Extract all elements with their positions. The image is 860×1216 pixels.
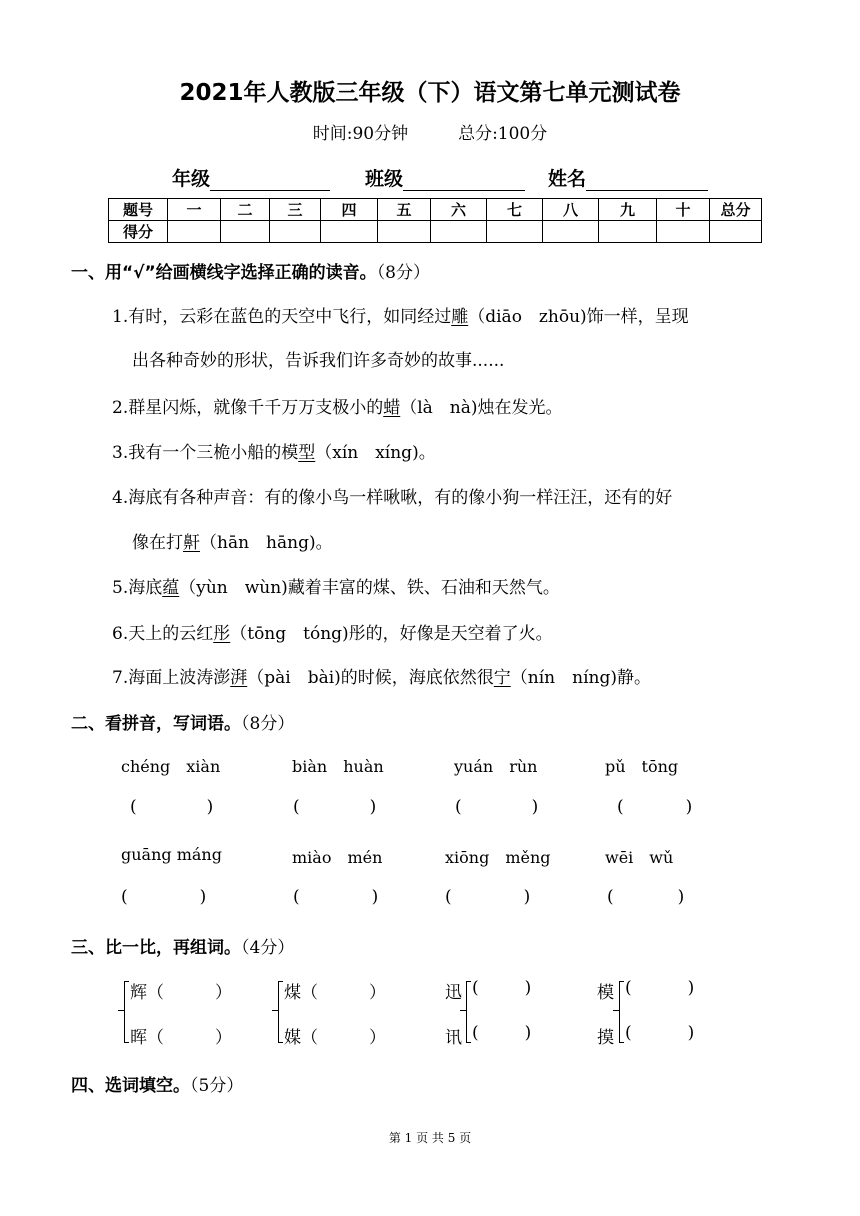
answer-blank[interactable] [472, 1023, 531, 1043]
paren-close: ) [199, 887, 207, 907]
question-4-cont [132, 528, 333, 553]
score-header-cell: 五 [378, 199, 431, 221]
question-text: 2.群星闪烁，就像千千万万支极小的 [112, 398, 384, 418]
answer-blank[interactable] [455, 797, 538, 817]
paren-open: ( [625, 978, 632, 998]
paren-open: ( [445, 887, 452, 907]
pinyin-prompt: chéng xiàn [121, 757, 221, 776]
paren-close: ) [523, 887, 531, 907]
name-field[interactable] [548, 164, 708, 191]
question-text: 1.有时，云彩在蓝色的天空中飞行，如同经过 [112, 307, 452, 327]
answer-blank[interactable] [130, 797, 213, 817]
section-3-title: 三、比一比，再组词。 [71, 938, 241, 958]
paren-open: ( [617, 797, 624, 817]
section-4-title: 四、选词填空。 [71, 1076, 190, 1096]
section-1-heading [71, 258, 430, 283]
section-2-heading [71, 709, 294, 734]
section-3-heading [71, 933, 294, 958]
score-cell[interactable] [321, 221, 378, 243]
paren-close: ) [677, 887, 685, 907]
underlined-char: 蜡 [383, 398, 401, 418]
answer-blank[interactable] [445, 887, 530, 907]
question-text: 像在打 [132, 533, 183, 553]
question-3 [112, 438, 436, 463]
question-1 [112, 302, 689, 327]
compare-item[interactable] [284, 978, 386, 1003]
paren-close: ) [687, 978, 695, 998]
score-header-cell: 题号 [109, 199, 168, 221]
score-header-cell: 十 [657, 199, 710, 221]
score-table-score-row [109, 221, 762, 243]
class-blank[interactable] [403, 170, 525, 191]
score-cell[interactable] [378, 221, 431, 243]
underlined-char: 宁 [493, 668, 511, 688]
section-3-points: （4分） [241, 938, 295, 958]
paren-close: ) [531, 797, 539, 817]
pinyin-prompt: biàn huàn [292, 757, 384, 776]
answer-blank[interactable] [607, 887, 684, 907]
paren-close: ) [369, 797, 377, 817]
paren-open: ( [472, 1023, 479, 1043]
question-text: （là nà)烛在发光。 [400, 398, 563, 418]
name-label: 姓名 [548, 168, 587, 190]
answer-blank[interactable] [625, 978, 694, 998]
underlined-char: 湃 [230, 668, 248, 688]
paren-close: ) [524, 1023, 532, 1043]
compare-char: 辉 [130, 983, 147, 1003]
question-4: 4.海底有各种声音：有的像小鸟一样啾啾，有的像小狗一样汪汪，还有的好 [112, 488, 673, 508]
score-cell[interactable] [599, 221, 657, 243]
question-text: 5.海底 [112, 578, 163, 598]
answer-blank[interactable] [472, 978, 531, 998]
bracket-tick-icon [118, 1010, 124, 1011]
answer-blank[interactable] [293, 797, 376, 817]
question-text: 3.我有一个三桅小船的模 [112, 443, 299, 463]
compare-char: 讯 [445, 1028, 462, 1048]
answer-blank[interactable] [121, 887, 206, 907]
section-1-points: （8分） [376, 263, 431, 283]
bracket-icon [466, 981, 471, 1043]
underlined-char: 鼾 [183, 533, 200, 553]
score-header-cell: 九 [599, 199, 657, 221]
underlined-char: 彤 [213, 624, 231, 644]
section-4-heading [71, 1071, 243, 1096]
paren-close: ) [524, 978, 532, 998]
score-cell[interactable] [221, 221, 270, 243]
score-table [108, 198, 762, 243]
pinyin-prompt: wēi wǔ [605, 848, 674, 867]
bracket-tick-icon [613, 1010, 619, 1011]
page-title: 2021年人教版三年级（下）语文第七单元测试卷 [179, 80, 681, 106]
underlined-char: 型 [298, 443, 316, 463]
paren-open: ( [121, 887, 128, 907]
answer-blank[interactable] [625, 1023, 694, 1043]
paren-close: ) [371, 887, 379, 907]
grade-blank[interactable] [210, 170, 330, 191]
answer-blank[interactable]: （ ） [147, 1028, 232, 1048]
section-4-points: （5分） [190, 1076, 244, 1096]
grade-field[interactable] [172, 164, 330, 191]
underlined-char: 蕴 [162, 578, 180, 598]
underlined-char: 雕 [451, 307, 469, 327]
pinyin-prompt: pǔ tōng [605, 757, 679, 776]
bracket-icon [278, 981, 283, 1043]
bracket-tick-icon [460, 1010, 466, 1011]
compare-item[interactable] [130, 1023, 232, 1048]
paren-close: ) [206, 797, 214, 817]
question-text: （pài bài)的时候，海底依然很 [247, 668, 494, 688]
paren-open: ( [293, 797, 300, 817]
compare-char: 摸 [597, 1028, 614, 1048]
class-field[interactable] [365, 164, 525, 191]
question-text: （yùn wùn)藏着丰富的煤、铁、石油和天然气。 [179, 578, 560, 598]
compare-item[interactable] [130, 978, 232, 1003]
score-header-cell: 六 [431, 199, 487, 221]
pinyin-prompt: xiōng měng [445, 848, 551, 867]
answer-blank[interactable] [293, 887, 378, 907]
exam-meta [0, 119, 860, 144]
score-cell[interactable] [710, 221, 762, 243]
compare-char: 晖 [130, 1028, 147, 1048]
question-text: （hān hāng)。 [200, 533, 333, 553]
paren-open: ( [607, 887, 614, 907]
pinyin-prompt: guāng máng [121, 845, 222, 864]
bracket-tick-icon [272, 1010, 278, 1011]
score-header-cell: 四 [321, 199, 378, 221]
pinyin-prompt: miào mén [292, 848, 383, 867]
paren-open: ( [293, 887, 300, 907]
bracket-icon [619, 981, 624, 1043]
answer-blank[interactable]: （ ） [301, 983, 386, 1003]
score-header-cell: 总分 [710, 199, 762, 221]
page-number: 第 1 页 共 5 页 [388, 1131, 472, 1145]
score-cell[interactable] [543, 221, 599, 243]
score-cell[interactable] [270, 221, 321, 243]
paren-open: ( [130, 797, 137, 817]
compare-char: 媒 [284, 1028, 301, 1048]
question-2 [112, 393, 563, 418]
question-text: （diāo zhōu)饰一样，呈现 [468, 307, 689, 327]
section-2-points: （8分） [241, 714, 295, 734]
grade-label: 年级 [172, 168, 211, 190]
score-header-cell: 二 [221, 199, 270, 221]
paren-open: ( [625, 1023, 632, 1043]
compare-item[interactable] [284, 1023, 386, 1048]
compare-char: 模 [597, 983, 614, 1003]
question-text: 7.海面上波涛澎 [112, 668, 231, 688]
question-text: （tōng tóng)彤的，好像是天空着了火。 [230, 624, 553, 644]
compare-char: 煤 [284, 983, 301, 1003]
question-text: （nín níng)静。 [510, 668, 651, 688]
score-header-cell: 三 [270, 199, 321, 221]
score-cell[interactable] [657, 221, 710, 243]
answer-blank[interactable]: （ ） [301, 1028, 386, 1048]
bracket-icon [124, 981, 129, 1043]
paren-open: ( [455, 797, 462, 817]
score-header-cell: 八 [543, 199, 599, 221]
score-header-cell: 一 [168, 199, 221, 221]
paren-close: ) [687, 1023, 695, 1043]
pinyin-prompt: yuán rùn [454, 757, 538, 776]
paren-open: ( [472, 978, 479, 998]
section-2-title: 二、看拼音，写词语。 [71, 714, 241, 734]
question-text: （xín xíng)。 [315, 443, 436, 463]
score-header-cell: 七 [487, 199, 543, 221]
name-blank[interactable] [586, 170, 708, 191]
compare-char: 迅 [445, 983, 462, 1003]
question-6 [112, 619, 553, 644]
score-cell[interactable] [487, 221, 543, 243]
exam-time: 时间:90分钟 [312, 124, 409, 144]
exam-total: 总分:100分 [458, 124, 548, 144]
class-label: 班级 [365, 168, 404, 190]
question-5 [112, 573, 560, 598]
answer-blank[interactable] [617, 797, 692, 817]
score-cell[interactable] [431, 221, 487, 243]
section-1-title: 一、用“√”给画横线字选择正确的读音。 [71, 263, 377, 283]
question-7 [112, 663, 651, 688]
question-1-cont: 出各种奇妙的形状，告诉我们许多奇妙的故事...... [132, 351, 505, 371]
score-row-label: 得分 [109, 221, 168, 243]
question-text: 6.天上的云红 [112, 624, 214, 644]
answer-blank[interactable]: （ ） [147, 983, 232, 1003]
score-table-header-row [109, 199, 762, 221]
paren-close: ) [685, 797, 693, 817]
score-cell[interactable] [168, 221, 221, 243]
